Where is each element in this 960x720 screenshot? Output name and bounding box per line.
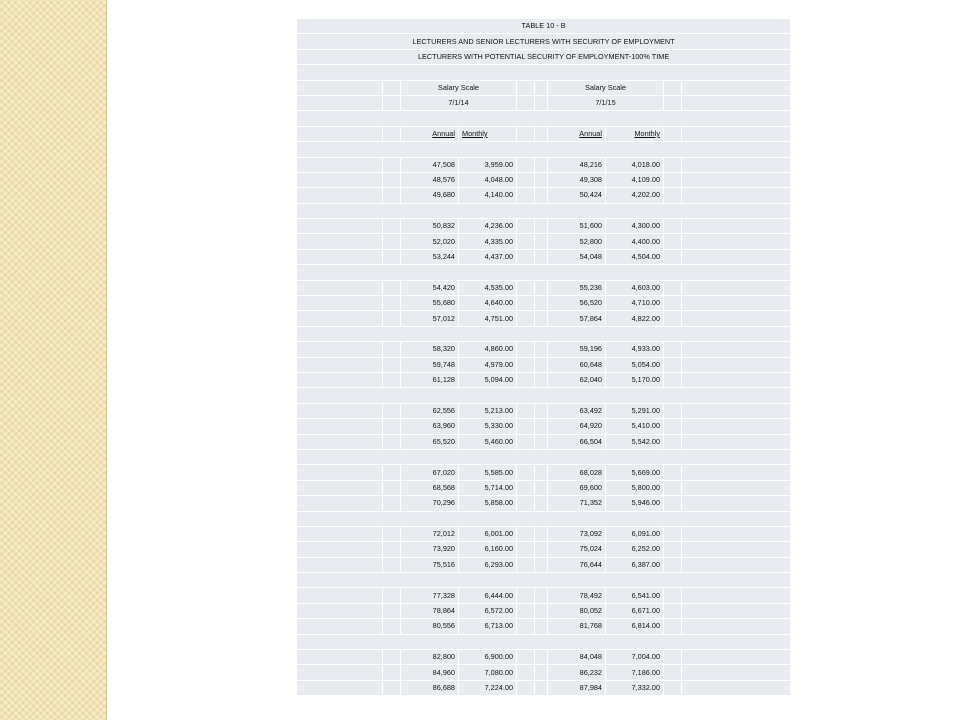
table-row [297,496,791,511]
monthly-2015-cell: 7,332.00 [606,680,664,695]
table-row [297,650,791,665]
monthly-2015-cell: 6,252.00 [606,542,664,557]
blank-row [297,203,791,218]
monthly-2015-cell: 6,387.00 [606,557,664,572]
monthly-2014-cell: 4,048.00 [459,172,517,187]
monthly-2015-cell: 4,504.00 [606,249,664,264]
table-row [297,403,791,418]
monthly-2014-cell: 7,080.00 [459,665,517,680]
annual-2015-cell: 49,308 [548,172,606,187]
scale2-label: Salary Scale [548,80,664,95]
monthly-2014-cell: 5,213.00 [459,403,517,418]
monthly-2015-cell: 4,603.00 [606,280,664,295]
table-row [297,372,791,387]
table-row [297,296,791,311]
table-row [297,434,791,449]
table-row [297,480,791,495]
annual-2015-cell: 55,236 [548,280,606,295]
table-row [297,603,791,618]
monthly-2015-cell: 7,004.00 [606,650,664,665]
annual-2014-cell: 52,020 [401,234,459,249]
monthly-2015-cell: 4,400.00 [606,234,664,249]
monthly-2014-cell: 5,714.00 [459,480,517,495]
monthly-2014-cell: 6,572.00 [459,603,517,618]
monthly-2015-cell: 6,814.00 [606,619,664,634]
scale1-label: Salary Scale [401,80,517,95]
monthly-2014-cell: 6,001.00 [459,526,517,541]
annual-2014-cell: 82,800 [401,650,459,665]
monthly-2015-cell: 5,946.00 [606,496,664,511]
table-row [297,249,791,264]
monthly-2015-cell: 4,018.00 [606,157,664,172]
annual-2014-cell: 73,920 [401,542,459,557]
table-subtitle-2: LECTURERS WITH POTENTIAL SECURITY OF EMPLOYMENT-100% TIME [297,49,791,64]
monthly-2015-cell: 4,300.00 [606,219,664,234]
annual-2014-cell: 47,508 [401,157,459,172]
blank-row [297,388,791,403]
annual-2015-cell: 75,024 [548,542,606,557]
annual-2014-cell: 67,020 [401,465,459,480]
monthly-2014-cell: 4,535.00 [459,280,517,295]
annual-2014-cell: 86,688 [401,680,459,695]
monthly-2014-cell: 5,094.00 [459,372,517,387]
monthly-2015-cell: 7,186.00 [606,665,664,680]
annual-2015-cell: 52,800 [548,234,606,249]
annual-2015-cell: 80,052 [548,603,606,618]
blank-row [297,111,791,126]
title-row [297,19,791,34]
annual-2015-cell: 86,232 [548,665,606,680]
blank-row [297,449,791,464]
monthly-2015-cell: 5,800.00 [606,480,664,495]
table-row [297,588,791,603]
monthly-2014-cell: 6,160.00 [459,542,517,557]
annual-2014-cell: 75,516 [401,557,459,572]
table-row [297,526,791,541]
blank-row [297,511,791,526]
annual-2015-cell: 50,424 [548,188,606,203]
scale2-monthly-header: Monthly [634,128,660,138]
annual-2014-cell: 70,296 [401,496,459,511]
table-row [297,157,791,172]
annual-2015-cell: 60,648 [548,357,606,372]
annual-2014-cell: 77,328 [401,588,459,603]
annual-2014-cell: 58,320 [401,342,459,357]
annual-2015-cell: 59,196 [548,342,606,357]
annual-2015-cell: 81,768 [548,619,606,634]
monthly-2014-cell: 6,713.00 [459,619,517,634]
monthly-2014-cell: 6,900.00 [459,650,517,665]
annual-2014-cell: 61,128 [401,372,459,387]
monthly-2014-cell: 6,444.00 [459,588,517,603]
annual-2014-cell: 84,960 [401,665,459,680]
annual-2014-cell: 65,520 [401,434,459,449]
monthly-2015-cell: 6,091.00 [606,526,664,541]
salary-table-sheet [296,18,790,696]
table-row [297,419,791,434]
monthly-2015-cell: 5,410.00 [606,419,664,434]
annual-2014-cell: 49,680 [401,188,459,203]
annual-2014-cell: 50,832 [401,219,459,234]
table-row [297,357,791,372]
table-row [297,188,791,203]
header-row-columns [297,126,791,141]
monthly-2015-cell: 4,202.00 [606,188,664,203]
annual-2015-cell: 63,492 [548,403,606,418]
monthly-2014-cell: 5,330.00 [459,419,517,434]
blank-row [297,142,791,157]
table-row [297,172,791,187]
header-row-scale [297,80,791,95]
monthly-2014-cell: 4,751.00 [459,311,517,326]
annual-2014-cell: 63,960 [401,419,459,434]
monthly-2014-cell: 5,460.00 [459,434,517,449]
annual-2015-cell: 66,504 [548,434,606,449]
monthly-2014-cell: 4,437.00 [459,249,517,264]
scale1-monthly-header: Monthly [462,128,488,138]
table-title: TABLE 10 - B [297,19,791,34]
annual-2015-cell: 84,048 [548,650,606,665]
table-row [297,342,791,357]
scale2-annual-header: Annual [579,128,602,138]
monthly-2014-cell: 4,860.00 [459,342,517,357]
table-row [297,557,791,572]
monthly-2015-cell: 5,542.00 [606,434,664,449]
decorative-side-strip [0,0,107,720]
monthly-2015-cell: 5,054.00 [606,357,664,372]
annual-2015-cell: 73,092 [548,526,606,541]
monthly-2014-cell: 4,140.00 [459,188,517,203]
table-row [297,280,791,295]
table-row [297,680,791,695]
monthly-2015-cell: 6,671.00 [606,603,664,618]
scale2-date: 7/1/15 [548,95,664,110]
table-row [297,219,791,234]
annual-2014-cell: 59,748 [401,357,459,372]
blank-row [297,326,791,341]
annual-2014-cell: 62,556 [401,403,459,418]
annual-2015-cell: 51,600 [548,219,606,234]
annual-2014-cell: 68,568 [401,480,459,495]
annual-2014-cell: 48,576 [401,172,459,187]
monthly-2014-cell: 4,979.00 [459,357,517,372]
table-row [297,542,791,557]
monthly-2015-cell: 4,822.00 [606,311,664,326]
table-row [297,619,791,634]
annual-2014-cell: 80,556 [401,619,459,634]
annual-2015-cell: 48,216 [548,157,606,172]
monthly-2015-cell: 5,669.00 [606,465,664,480]
subtitle-row [297,34,791,49]
scale1-date: 7/1/14 [401,95,517,110]
monthly-2014-cell: 6,293.00 [459,557,517,572]
annual-2015-cell: 69,600 [548,480,606,495]
annual-2015-cell: 68,028 [548,465,606,480]
annual-2015-cell: 62,040 [548,372,606,387]
table-row [297,665,791,680]
monthly-2015-cell: 4,109.00 [606,172,664,187]
annual-2015-cell: 64,920 [548,419,606,434]
table-row [297,311,791,326]
annual-2015-cell: 71,352 [548,496,606,511]
subtitle-row [297,49,791,64]
annual-2014-cell: 78,864 [401,603,459,618]
table-subtitle-1: LECTURERS AND SENIOR LECTURERS WITH SECURITY OF EMPLOYMENT [297,34,791,49]
blank-row [297,573,791,588]
blank-row [297,634,791,649]
monthly-2014-cell: 4,335.00 [459,234,517,249]
annual-2015-cell: 76,644 [548,557,606,572]
annual-2014-cell: 72,012 [401,526,459,541]
annual-2014-cell: 53,244 [401,249,459,264]
table-row [297,234,791,249]
monthly-2015-cell: 5,170.00 [606,372,664,387]
header-row-date [297,95,791,110]
annual-2014-cell: 57,012 [401,311,459,326]
annual-2015-cell: 57,864 [548,311,606,326]
monthly-2015-cell: 4,933.00 [606,342,664,357]
monthly-2015-cell: 5,291.00 [606,403,664,418]
scale1-annual-header: Annual [432,128,455,138]
annual-2015-cell: 78,492 [548,588,606,603]
blank-row [297,65,791,80]
monthly-2014-cell: 4,640.00 [459,296,517,311]
monthly-2014-cell: 5,585.00 [459,465,517,480]
monthly-2015-cell: 6,541.00 [606,588,664,603]
monthly-2015-cell: 4,710.00 [606,296,664,311]
monthly-2014-cell: 5,858.00 [459,496,517,511]
monthly-2014-cell: 3,959.00 [459,157,517,172]
salary-table [296,18,791,696]
annual-2015-cell: 54,048 [548,249,606,264]
monthly-2014-cell: 4,236.00 [459,219,517,234]
blank-row [297,265,791,280]
annual-2015-cell: 87,984 [548,680,606,695]
table-row [297,465,791,480]
monthly-2014-cell: 7,224.00 [459,680,517,695]
annual-2014-cell: 54,420 [401,280,459,295]
annual-2014-cell: 55,680 [401,296,459,311]
annual-2015-cell: 56,520 [548,296,606,311]
